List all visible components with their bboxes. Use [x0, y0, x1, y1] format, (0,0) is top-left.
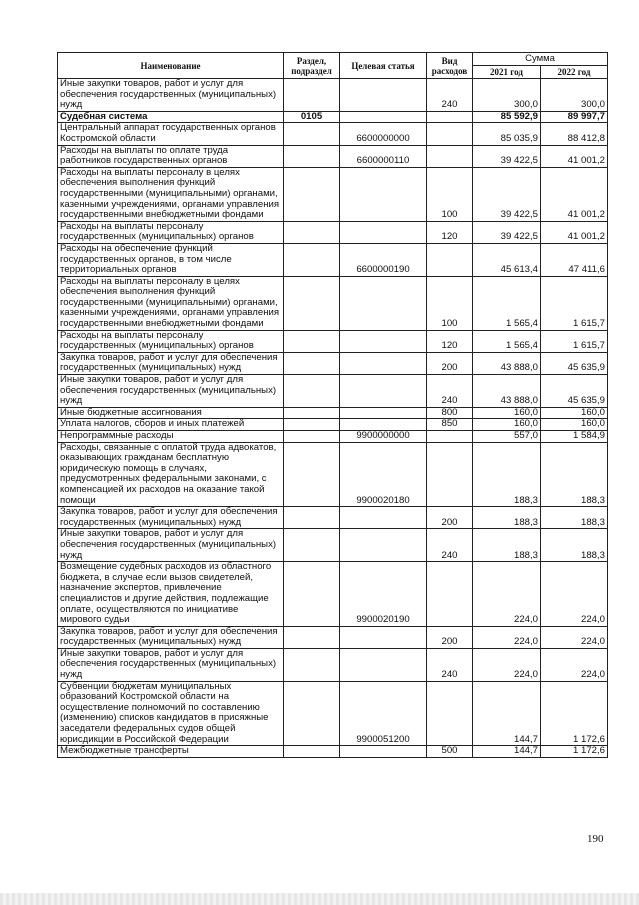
table-row [58, 111, 608, 123]
cell-sum-2022: 188,3 [541, 529, 608, 562]
header-year-2022: 2022 год [541, 66, 608, 79]
cell-target: 9900051200 [340, 681, 427, 746]
cell-section [284, 562, 340, 627]
cell-type: 850 [427, 419, 473, 431]
cell-sum-2021: 160,0 [473, 407, 541, 419]
table-row [58, 123, 608, 145]
cell-name: Расходы на выплаты персоналу в целях обеспечения выполнения функций государственными (муниципальными) органами, казенными учреждениями, органами управления государственными внебюджетными фондами [58, 167, 284, 221]
cell-target [340, 111, 427, 123]
cell-name: Иные закупки товаров, работ и услуг для обеспечения государственных (муниципальных) нужд [58, 375, 284, 408]
table-row [58, 648, 608, 681]
cell-name: Иные закупки товаров, работ и услуг для обеспечения государственных (муниципальных) нужд [58, 79, 284, 112]
cell-sum-2021: 224,0 [473, 626, 541, 648]
cell-sum-2022: 89 997,7 [541, 111, 608, 123]
table-row [58, 221, 608, 243]
cell-section [284, 407, 340, 419]
cell-target [340, 276, 427, 330]
cell-section: 0105 [284, 111, 340, 123]
cell-sum-2022: 1 615,7 [541, 330, 608, 352]
cell-sum-2021: 160,0 [473, 419, 541, 431]
cell-section [284, 167, 340, 221]
cell-target: 9900020190 [340, 562, 427, 627]
cell-sum-2021: 188,3 [473, 529, 541, 562]
header-sum: Сумма [473, 53, 608, 66]
table-row [58, 330, 608, 352]
cell-type: 120 [427, 221, 473, 243]
cell-section [284, 648, 340, 681]
cell-type [427, 243, 473, 276]
cell-sum-2021: 85 035,9 [473, 123, 541, 145]
header-year-2021: 2021 год [473, 66, 541, 79]
cell-type: 200 [427, 352, 473, 374]
header-type: Вид расходов [427, 53, 473, 79]
cell-target [340, 352, 427, 374]
cell-sum-2021: 188,3 [473, 507, 541, 529]
table-row [58, 375, 608, 408]
cell-section [284, 221, 340, 243]
cell-sum-2021: 1 565,4 [473, 276, 541, 330]
cell-sum-2022: 41 001,2 [541, 167, 608, 221]
table-row [58, 442, 608, 507]
cell-type: 240 [427, 529, 473, 562]
cell-type [427, 111, 473, 123]
cell-sum-2022: 160,0 [541, 419, 608, 431]
table-row [58, 243, 608, 276]
cell-target [340, 419, 427, 431]
cell-section [284, 442, 340, 507]
cell-section [284, 626, 340, 648]
cell-sum-2022: 224,0 [541, 562, 608, 627]
header-target: Целевая статья [340, 53, 427, 79]
cell-sum-2022: 1 584,9 [541, 431, 608, 443]
cell-name: Иные бюджетные ассигнования [58, 407, 284, 419]
cell-sum-2022: 300,0 [541, 79, 608, 112]
cell-sum-2022: 47 411,6 [541, 243, 608, 276]
cell-sum-2021: 43 888,0 [473, 375, 541, 408]
scan-edge [0, 893, 639, 905]
cell-target [340, 375, 427, 408]
cell-target: 9900000000 [340, 431, 427, 443]
cell-type: 200 [427, 626, 473, 648]
cell-sum-2021: 45 613,4 [473, 243, 541, 276]
cell-target [340, 529, 427, 562]
cell-sum-2021: 557,0 [473, 431, 541, 443]
cell-type [427, 123, 473, 145]
cell-type: 500 [427, 746, 473, 758]
cell-name: Расходы на выплаты персоналу в целях обеспечения выполнения функций государственными (муниципальными) органами, казенными учреждениями, органами управления государственными внебюджетными фондами [58, 276, 284, 330]
cell-target: 6600000190 [340, 243, 427, 276]
cell-sum-2022: 160,0 [541, 407, 608, 419]
cell-type: 100 [427, 276, 473, 330]
cell-target [340, 167, 427, 221]
cell-name: Закупка товаров, работ и услуг для обеспечения государственных (муниципальных) нужд [58, 352, 284, 374]
cell-name: Закупка товаров, работ и услуг для обеспечения государственных (муниципальных) нужд [58, 507, 284, 529]
cell-name: Иные закупки товаров, работ и услуг для обеспечения государственных (муниципальных) нужд [58, 648, 284, 681]
cell-name: Субвенции бюджетам муниципальных образований Костромской области на осуществление полномочий по составлению (изменению) списков кандидатов в присяжные заседатели федеральных судов общей юрисдикции в Российской Федерации [58, 681, 284, 746]
table-row [58, 79, 608, 112]
cell-name: Расходы на выплаты по оплате труда работников государственных органов [58, 145, 284, 167]
cell-type: 100 [427, 167, 473, 221]
cell-sum-2021: 85 592,9 [473, 111, 541, 123]
cell-sum-2022: 45 635,9 [541, 352, 608, 374]
cell-section [284, 145, 340, 167]
table-row [58, 746, 608, 758]
cell-sum-2021: 39 422,5 [473, 145, 541, 167]
cell-type: 120 [427, 330, 473, 352]
cell-type: 240 [427, 648, 473, 681]
cell-sum-2022: 188,3 [541, 442, 608, 507]
cell-target: 9900020180 [340, 442, 427, 507]
cell-sum-2022: 224,0 [541, 626, 608, 648]
page-number: 190 [587, 833, 604, 845]
cell-type [427, 431, 473, 443]
table-row [58, 419, 608, 431]
cell-sum-2021: 39 422,5 [473, 167, 541, 221]
cell-sum-2022: 1 172,6 [541, 746, 608, 758]
cell-target [340, 221, 427, 243]
cell-type: 800 [427, 407, 473, 419]
table-row [58, 529, 608, 562]
cell-name: Расходы на обеспечение функций государственных органов, в том числе территориальных органов [58, 243, 284, 276]
cell-name: Возмещение судебных расходов из областного бюджета, в случае если вызов свидетелей, назначение экспертов, привлечение специалистов и другие действия, подлежащие оплате, осуществляются по инициативе мирового судьи [58, 562, 284, 627]
cell-name: Расходы на выплаты персоналу государственных (муниципальных) органов [58, 221, 284, 243]
table-row [58, 352, 608, 374]
cell-name: Межбюджетные трансферты [58, 746, 284, 758]
table-row [58, 681, 608, 746]
cell-name: Судебная система [58, 111, 284, 123]
cell-target [340, 626, 427, 648]
document-page [57, 52, 607, 758]
cell-target: 6600000000 [340, 123, 427, 145]
cell-type: 200 [427, 507, 473, 529]
cell-section [284, 681, 340, 746]
cell-name: Уплата налогов, сборов и иных платежей [58, 419, 284, 431]
cell-sum-2021: 43 888,0 [473, 352, 541, 374]
cell-sum-2022: 224,0 [541, 648, 608, 681]
budget-table [57, 52, 608, 758]
cell-name: Расходы на выплаты персоналу государственных (муниципальных) органов [58, 330, 284, 352]
table-row [58, 431, 608, 443]
cell-sum-2022: 1 615,7 [541, 276, 608, 330]
table-row [58, 507, 608, 529]
cell-sum-2022: 1 172,6 [541, 681, 608, 746]
cell-target [340, 648, 427, 681]
table-header-row [58, 53, 608, 66]
table-row [58, 145, 608, 167]
cell-section [284, 375, 340, 408]
cell-name: Закупка товаров, работ и услуг для обеспечения государственных (муниципальных) нужд [58, 626, 284, 648]
cell-sum-2021: 224,0 [473, 648, 541, 681]
table-body [58, 79, 608, 758]
cell-section [284, 330, 340, 352]
cell-type [427, 562, 473, 627]
cell-section [284, 746, 340, 758]
cell-sum-2022: 88 412,8 [541, 123, 608, 145]
header-name: Наименование [58, 53, 284, 79]
cell-section [284, 507, 340, 529]
cell-target [340, 407, 427, 419]
cell-section [284, 419, 340, 431]
cell-section [284, 123, 340, 145]
cell-name: Иные закупки товаров, работ и услуг для обеспечения государственных (муниципальных) нужд [58, 529, 284, 562]
cell-sum-2022: 45 635,9 [541, 375, 608, 408]
cell-sum-2022: 188,3 [541, 507, 608, 529]
cell-sum-2022: 41 001,2 [541, 145, 608, 167]
cell-type [427, 681, 473, 746]
cell-section [284, 352, 340, 374]
cell-section [284, 431, 340, 443]
table-row [58, 407, 608, 419]
cell-section [284, 529, 340, 562]
cell-section [284, 79, 340, 112]
cell-type [427, 145, 473, 167]
table-row [58, 562, 608, 627]
header-section: Раздел, подраздел [284, 53, 340, 79]
cell-section [284, 276, 340, 330]
cell-sum-2022: 41 001,2 [541, 221, 608, 243]
cell-sum-2021: 144,7 [473, 746, 541, 758]
cell-sum-2021: 1 565,4 [473, 330, 541, 352]
cell-target [340, 507, 427, 529]
cell-sum-2021: 144,7 [473, 681, 541, 746]
cell-sum-2021: 224,0 [473, 562, 541, 627]
cell-name: Непрограммные расходы [58, 431, 284, 443]
cell-section [284, 243, 340, 276]
cell-name: Центральный аппарат государственных органов Костромской области [58, 123, 284, 145]
cell-target [340, 330, 427, 352]
cell-sum-2021: 300,0 [473, 79, 541, 112]
table-row [58, 167, 608, 221]
cell-name: Расходы, связанные с оплатой труда адвокатов, оказывающих гражданам бесплатную юридическую помощь в случаях, предусмотренных федеральными законами, с компенсацией их расходов на оказание такой помощи [58, 442, 284, 507]
cell-type: 240 [427, 375, 473, 408]
cell-type: 240 [427, 79, 473, 112]
table-row [58, 626, 608, 648]
cell-target [340, 746, 427, 758]
cell-type [427, 442, 473, 507]
cell-target: 6600000110 [340, 145, 427, 167]
table-row [58, 276, 608, 330]
cell-sum-2021: 188,3 [473, 442, 541, 507]
cell-target [340, 79, 427, 112]
cell-sum-2021: 39 422,5 [473, 221, 541, 243]
